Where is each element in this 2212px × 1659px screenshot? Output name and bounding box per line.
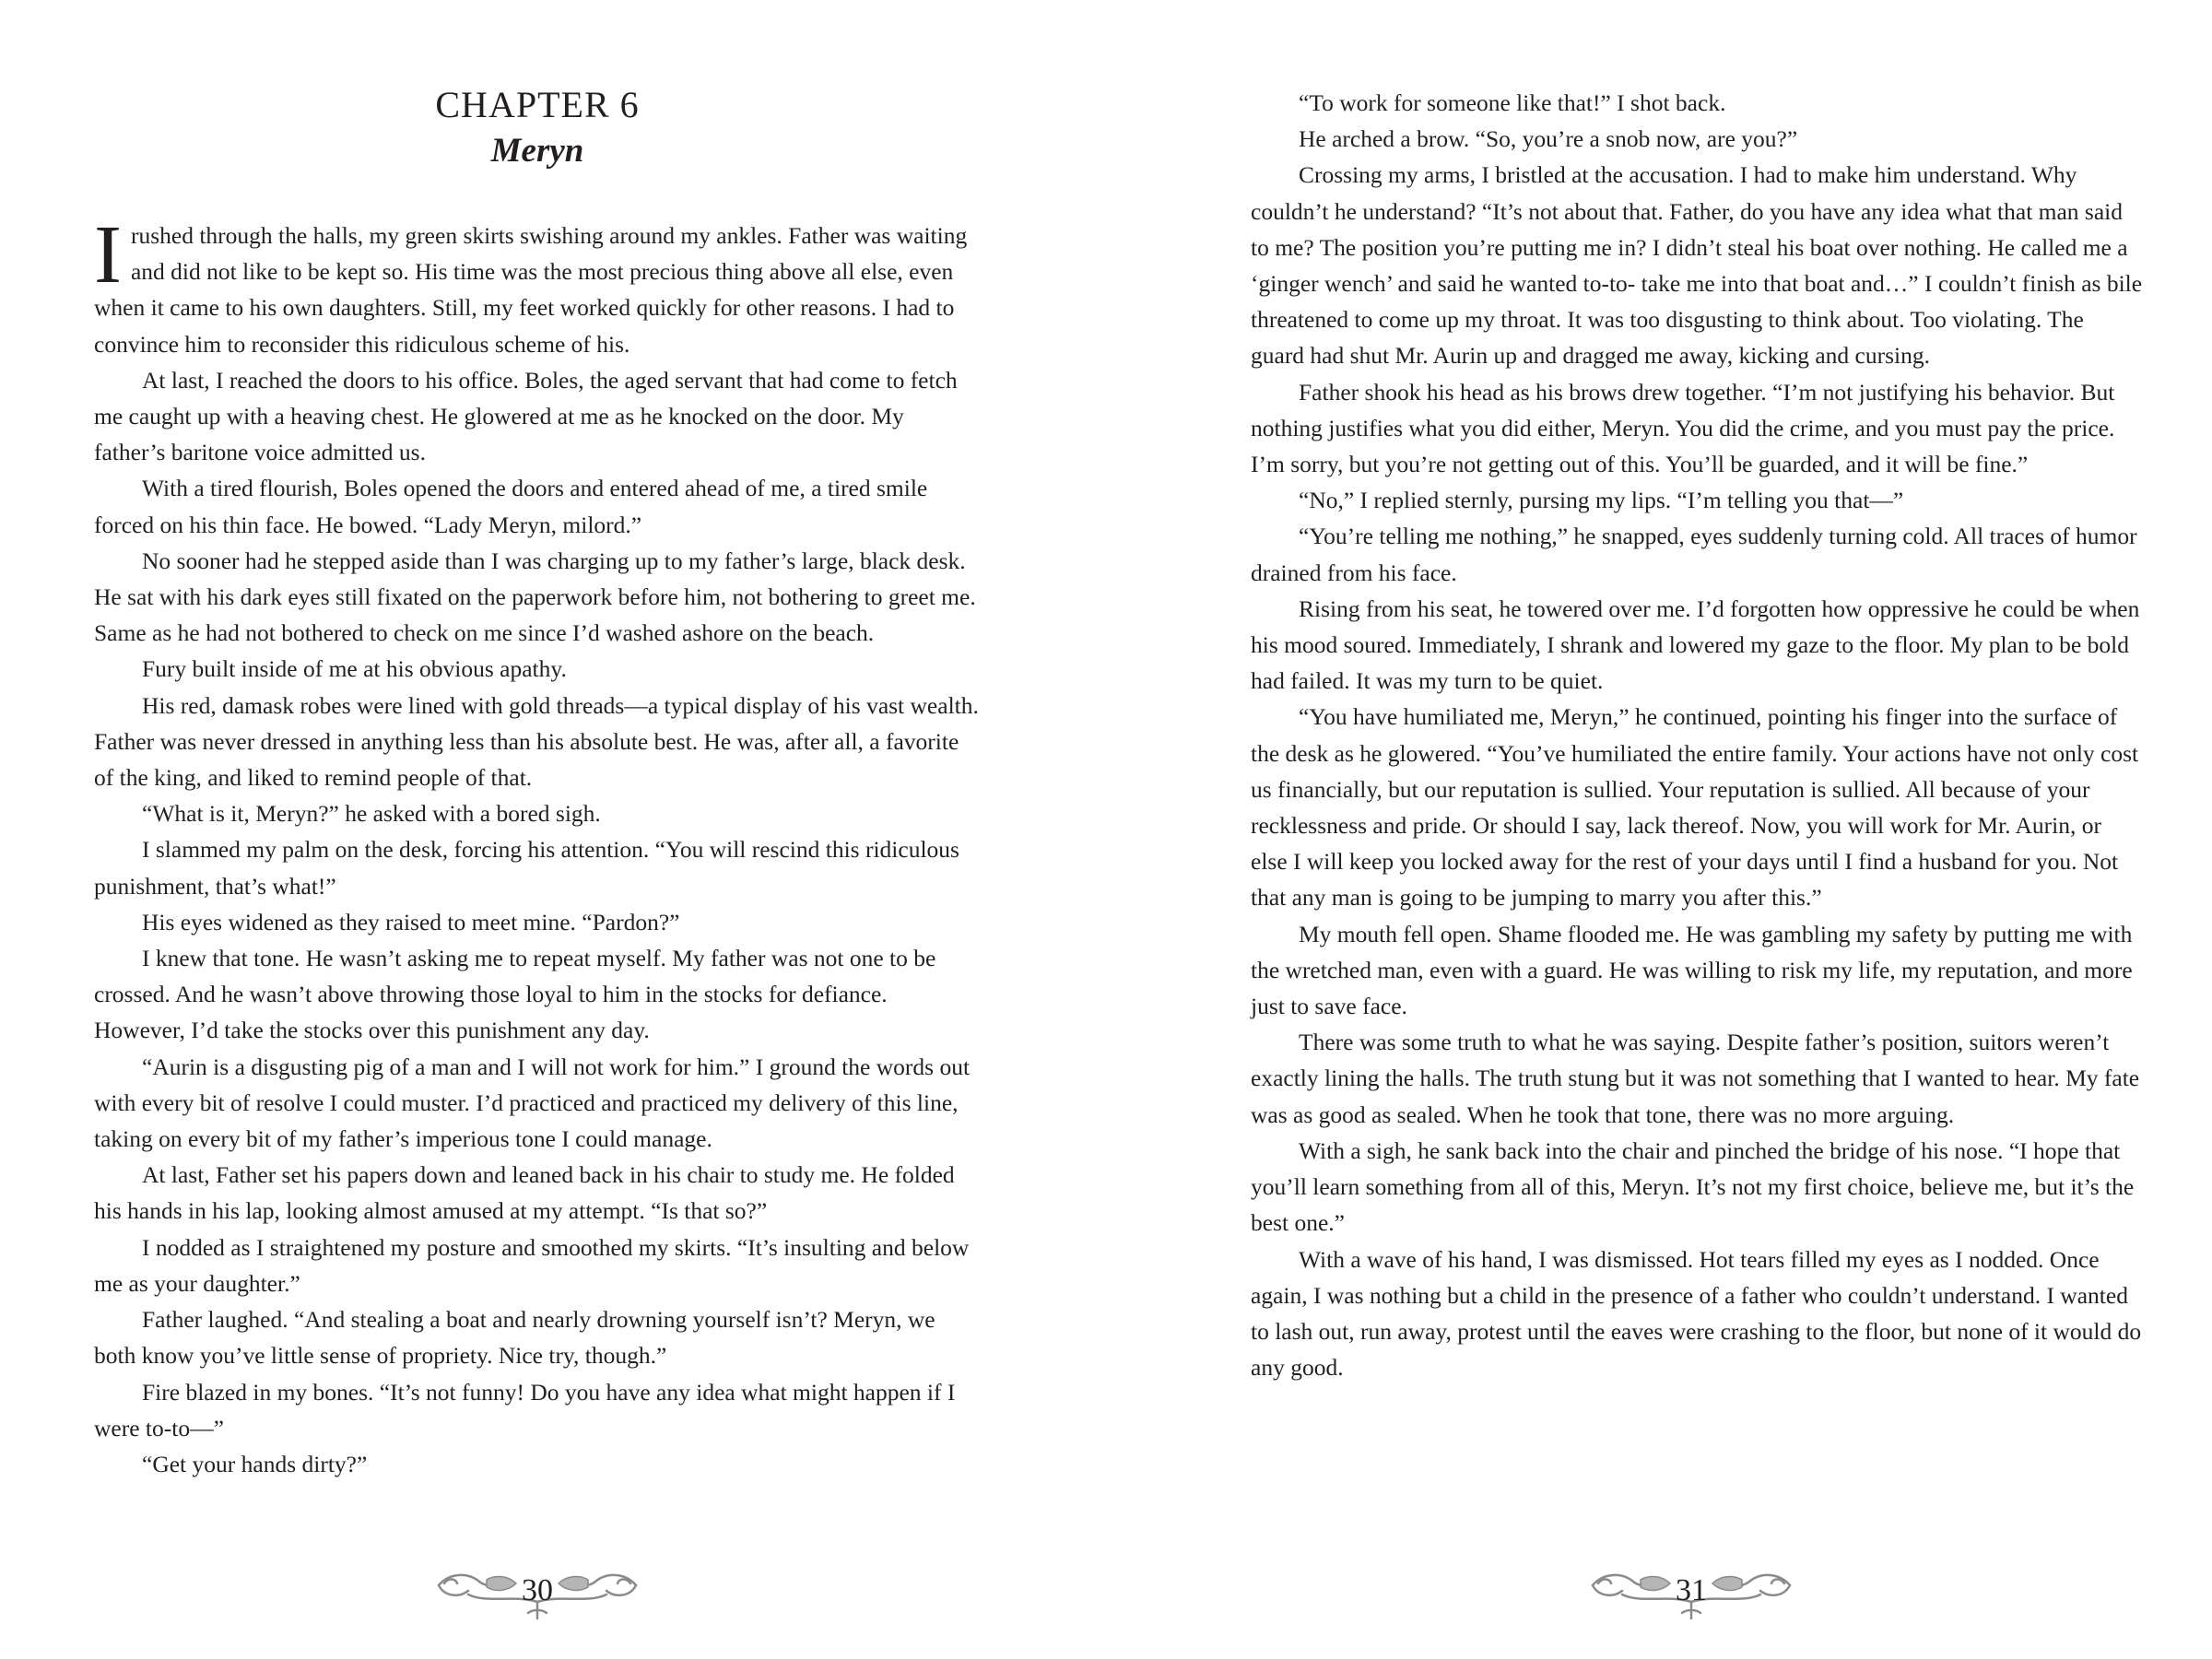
paragraph: “You’re telling me nothing,” he snapped, eyes suddenly turning cold. All traces of humor drained from his face. bbox=[1251, 523, 2137, 586]
paragraph: With a tired flourish, Boles opened the doors and entered ahead of me, a tired smile forced on his thin face. He bowed. “Lady Meryn, milord.” bbox=[94, 475, 928, 538]
paragraph: “What is it, Meryn?” he asked with a bored sigh. bbox=[142, 800, 601, 828]
paragraph: His red, damask robes were lined with gold threads—a typical display of his vast wealth. Father was never dressed in anything less than his absolute best. He was, after all, a favorite of the king, and liked to remind people of that. bbox=[94, 691, 979, 792]
paragraph: “You have humiliated me, Meryn,” he continued, pointing his finger into the surface of the desk as he glowered. “You’ve humiliated the entire family. Your actions have not only cost us financially, but our reputation is sullied. Your reputation is sullied. All because of your recklessness and pride. Or should I say, lack thereof. Now, you will work for Mr. Aurin, or else I will keep you locked away for the rest of your days until I find a husband for you. Not that any man is going to be jumping to marry you after this.” bbox=[1251, 703, 2139, 912]
paragraph: “To work for someone like that!” I shot back. bbox=[1299, 89, 1726, 116]
paragraph: Rising from his seat, he towered over me. I’d forgotten how oppressive he could be when his mood soured. Immediately, I shrank and lowered my gaze to the floor. My plan to be bold had failed. It was my turn to be quiet. bbox=[1251, 594, 2140, 695]
paragraph: “No,” I replied sternly, pursing my lips. “I’m telling you that—” bbox=[1299, 487, 1904, 514]
paragraph: I knew that tone. He wasn’t asking me to repeat myself. My father was not one to be crossed. And he wasn’t above throwing those loyal to him in the stocks for defiance. However, I’d take the stocks over this punishment any day. bbox=[94, 945, 936, 1044]
paragraph: “Aurin is a disgusting pig of a man and I will not work for him.” I ground the words out with every bit of resolve I could muster. I’d practiced and practiced my delivery of this line, taking on every bit of my father’s imperious tone I could manage. bbox=[94, 1053, 971, 1153]
paragraph: My mouth fell open. Shame flooded me. He was gambling my safety by putting me with the wretched man, even with a guard. He was willing to risk my life, my reputation, and more just to save face. bbox=[1251, 920, 2133, 1020]
paragraph: With a wave of his hand, I was dismissed. Hot tears filled my eyes as I nodded. Once again, I was nothing but a child in the presence of a father who couldn’t understand. I wanted to lash out, run away, protest until the eaves were crashing to the floor, but none of it would do any good. bbox=[1251, 1245, 2142, 1382]
paragraph: No sooner had he stepped aside than I was charging up to my father’s large, black desk. He sat with his dark eyes still fixated on the paperwork before him, not bothering to greet me. Same as he had not bothered to check on me since I’d washed ashore on the beach. bbox=[94, 547, 976, 647]
left-page-body bbox=[94, 209, 981, 1482]
right-page bbox=[1106, 0, 2212, 1659]
paragraph: He arched a brow. “So, you’re a snob now, are you?” bbox=[1299, 125, 1798, 153]
paragraph: Father shook his head as his brows drew together. “I’m not justifying his behavior. But nothing justifies what you did either, Meryn. You did the crime, and you must pay the price. I’m sorry, but you’re not getting out of this. You’ll be guarded, and it will be fine.” bbox=[1251, 378, 2115, 478]
paragraph: With a sigh, he sank back into the chair and pinched the bridge of his nose. “I hope that you’ll learn something from all of this, Meryn. It’s not my first choice, believe me, but it’s the best one.” bbox=[1251, 1136, 2135, 1237]
drop-cap: I bbox=[94, 209, 122, 300]
chapter-title: Meryn bbox=[490, 132, 584, 170]
paragraph: There was some truth to what he was saying. Despite father’s position, suitors weren’t exactly lining the halls. The truth stung but it was not something that I wanted to hear. My fate was as good as sealed. When he took that tone, there was no more arguing. bbox=[1251, 1029, 2140, 1128]
paragraph: Crossing my arms, I bristled at the accusation. I had to make him understand. Why couldn’t he understand? “It’s not about that. Father, do you have any idea what that man said to me? The position you’re putting me in? I didn’t steal his boat over nothing. He called me a ‘ginger wench’ and said he wanted to-to- take me into that boat and…” I couldn’t finish as bile threatened to come up my throat. It was too disgusting to think about. Too violating. The guard had shut Mr. Aurin up and dragged me away, kicking and cursing. bbox=[1251, 161, 2143, 370]
paragraph: Fury built inside of me at his obvious apathy. bbox=[142, 655, 567, 683]
paragraph: I slammed my palm on the desk, forcing his attention. “You will rescind this ridiculous punishment, that’s what!” bbox=[94, 836, 959, 900]
paragraph: “Get your hands dirty?” bbox=[142, 1450, 368, 1477]
paragraph: I nodded as I straightened my posture and smoothed my skirts. “It’s insulting and below me as your daughter.” bbox=[94, 1233, 970, 1297]
paragraph-text: rushed through the halls, my green skirts swishing around my ankles. Father was waiting and did not like to be kept so. His time was the most precious thing above all else, even when it came to his own daughters. Still, my feet worked quickly for other reasons. I had to convince him to reconsider this ridiculous scheme of his. bbox=[94, 222, 968, 358]
chapter-heading bbox=[94, 81, 981, 173]
page-number: 30 bbox=[522, 1573, 553, 1607]
paragraph: His eyes widened as they raised to meet mine. “Pardon?” bbox=[142, 908, 680, 935]
right-page-body bbox=[1251, 85, 2143, 1385]
page-number-ornament bbox=[431, 1567, 643, 1622]
chapter-number: CHAPTER 6 bbox=[435, 84, 640, 125]
paragraph: Fire blazed in my bones. “It’s not funny! Do you have any idea what might happen if I were to-to—” bbox=[94, 1378, 956, 1441]
page-number: 31 bbox=[1676, 1573, 1707, 1607]
paragraph bbox=[94, 209, 981, 362]
paragraph: At last, Father set his papers down and leaned back in his chair to study me. He folded his hands in his lap, looking almost amused at my attempt. “Is that so?” bbox=[94, 1161, 955, 1225]
paragraph: At last, I reached the doors to his office. Boles, the aged servant that had come to fetch me caught up with a heaving chest. He glowered at me as he knocked on the door. My father’s baritone voice admitted us. bbox=[94, 366, 958, 466]
page-number-ornament bbox=[1585, 1567, 1797, 1622]
paragraph: Father laughed. “And stealing a boat and nearly drowning yourself isn’t? Meryn, we both know you’ve little sense of propriety. Nice try, though.” bbox=[94, 1306, 935, 1370]
